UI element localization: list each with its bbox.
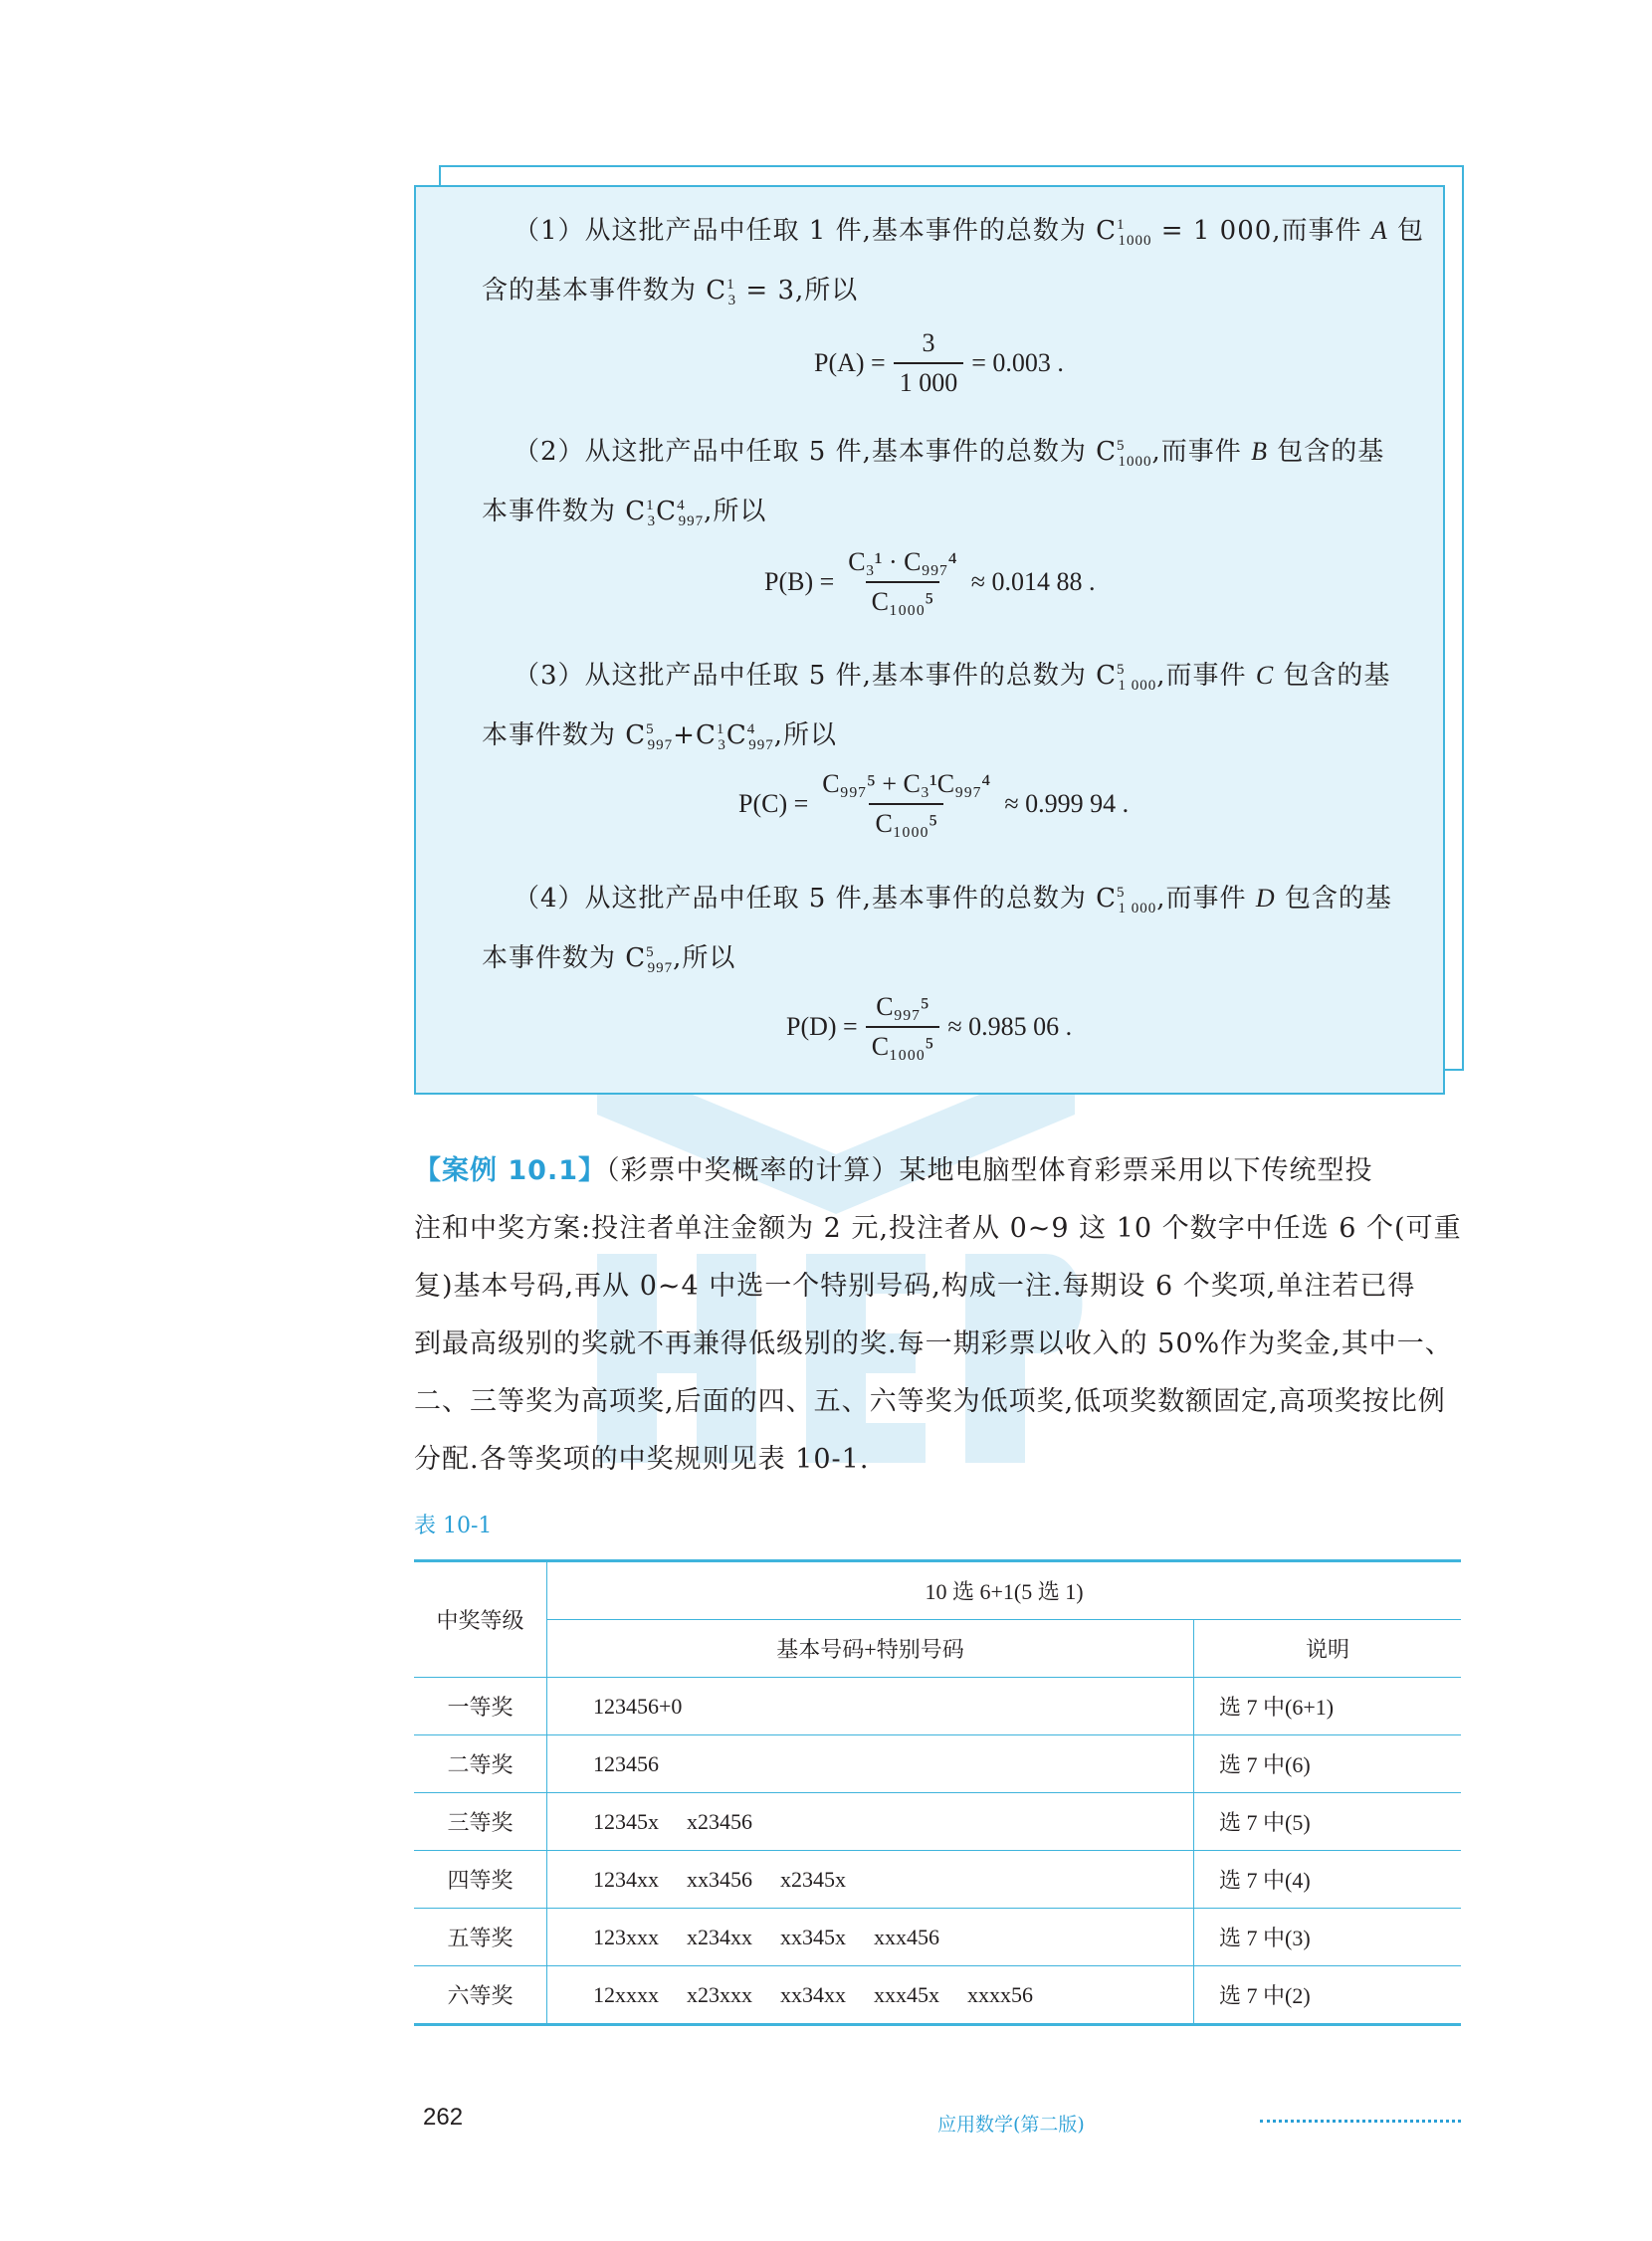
formula-p-a: P(A) = $\frac{3}{1 000}$ = 0.003 .	[814, 328, 1064, 397]
prize-rules-table	[414, 1559, 1461, 2026]
header-code: 基本号码+特别号码	[547, 1620, 1194, 1678]
header-note: 说明	[1194, 1620, 1462, 1678]
formula-p-c: P(C) = $\frac{\text{C₉₉₇⁵ + C₃¹C₉₉₇⁴}}{\text{C₁₀₀₀⁵}}$ ≈ 0.999 94 .	[738, 769, 1130, 838]
solution-part-2-line-2: 本事件数为 $C^1_3C^4_{997}$,所以	[482, 497, 767, 529]
table-row	[414, 1793, 1461, 1851]
note-cell: 选 7 中(6)	[1194, 1735, 1462, 1793]
solution-part-1-line-2: 含的基本事件数为 $C^1_3 = 3$,所以	[482, 276, 859, 308]
case-paragraph	[414, 1142, 1469, 1489]
solution-part-1-line-1: （1）从这批产品中任取 1 件,基本事件的总数为 $C^1_{1000} = 1$ 000,而事件 A 包	[514, 216, 1424, 249]
case-line-6: 分配.各等奖项的中奖规则见表 10-1.	[414, 1444, 870, 1475]
footer-dotted-rule	[1260, 2120, 1461, 2123]
code-cell: 12345x x23456	[547, 1793, 1194, 1851]
grade-cell: 三等奖	[414, 1793, 547, 1851]
table-row	[414, 1851, 1461, 1909]
code-cell: 123xxx x234xx xx345x xxx456	[547, 1909, 1194, 1966]
table-row	[414, 1909, 1461, 1966]
table-caption: 表 10-1	[414, 1514, 493, 1538]
code-cell: 1234xx xx3456 x2345x	[547, 1851, 1194, 1909]
solution-part-1	[482, 195, 1427, 314]
solution-part-4	[482, 863, 1427, 982]
table-row	[414, 1678, 1461, 1735]
solution-part-4-line-1: （4）从这批产品中任取 5 件,基本事件的总数为 $C^5_{1 000}$,而事件 D 包含的基	[514, 884, 1392, 917]
header-group: 10 选 6+1(5 选 1)	[547, 1561, 1462, 1620]
note-cell: 选 7 中(5)	[1194, 1793, 1462, 1851]
case-line-3: 复)基本号码,再从 0~4 中选一个特别号码,构成一注.每期设 6 个奖项,单注若已得	[414, 1271, 1416, 1302]
note-cell: 选 7 中(6+1)	[1194, 1678, 1462, 1735]
formula-p-d: P(D) = $\frac{\text{C₉₉₇⁵}}{\text{C₁₀₀₀⁵}}$ ≈ 0.985 06 .	[786, 992, 1073, 1061]
grade-cell: 四等奖	[414, 1851, 547, 1909]
code-cell: 123456+0	[547, 1678, 1194, 1735]
case-line-1: 【案例 10.1】（彩票中奖概率的计算）某地电脑型体育彩票采用以下传统型投	[414, 1155, 1373, 1186]
grade-cell: 二等奖	[414, 1735, 547, 1793]
solution-part-2-line-1: （2）从这批产品中任取 5 件,基本事件的总数为 $C^5_{1000}$,而事件 B 包含的基	[514, 437, 1385, 470]
table-row	[414, 1735, 1461, 1793]
code-cell: 12xxxx x23xxx xx34xx xxx45x xxxx56	[547, 1966, 1194, 2025]
book-title: 应用数学(第二版)	[937, 2114, 1085, 2136]
note-cell: 选 7 中(4)	[1194, 1851, 1462, 1909]
header-grade: 中奖等级	[414, 1561, 547, 1678]
note-cell: 选 7 中(2)	[1194, 1966, 1462, 2025]
case-line-5: 二、三等奖为高项奖,后面的四、五、六等奖为低项奖,低项奖数额固定,高项奖按比例	[414, 1386, 1446, 1417]
code-cell: 123456	[547, 1735, 1194, 1793]
solution-part-3-line-2: 本事件数为 $C^5_{997}+C^1_3C^4_{997}$,所以	[482, 720, 838, 753]
solution-part-3-line-1: （3）从这批产品中任取 5 件,基本事件的总数为 $C^5_{1 000}$,而事件 C 包含的基	[514, 661, 1391, 694]
grade-cell: 六等奖	[414, 1966, 547, 2025]
note-cell: 选 7 中(3)	[1194, 1909, 1462, 1966]
case-label: 【案例 10.1】	[414, 1155, 607, 1186]
case-line-2: 注和中奖方案:投注者单注金额为 2 元,投注者从 0~9 这 10 个数字中任选 6 个(可重	[414, 1213, 1462, 1244]
solution-part-3	[482, 640, 1427, 759]
solution-part-2	[482, 416, 1427, 535]
page-number: 262	[423, 2104, 464, 2131]
formula-p-b: P(B) = $\frac{\text{C₃¹ · C₉₉₇⁴}}{\text{C₁₀₀₀⁵}}$ ≈ 0.014 88 .	[764, 547, 1096, 616]
solution-part-4-line-2: 本事件数为 $C^5_{997}$,所以	[482, 943, 736, 976]
grade-cell: 一等奖	[414, 1678, 547, 1735]
grade-cell: 五等奖	[414, 1909, 547, 1966]
table-row	[414, 1966, 1461, 2025]
case-line-4: 到最高级别的奖就不再兼得低级别的奖.每一期彩票以收入的 50%作为奖金,其中一、	[414, 1328, 1453, 1359]
